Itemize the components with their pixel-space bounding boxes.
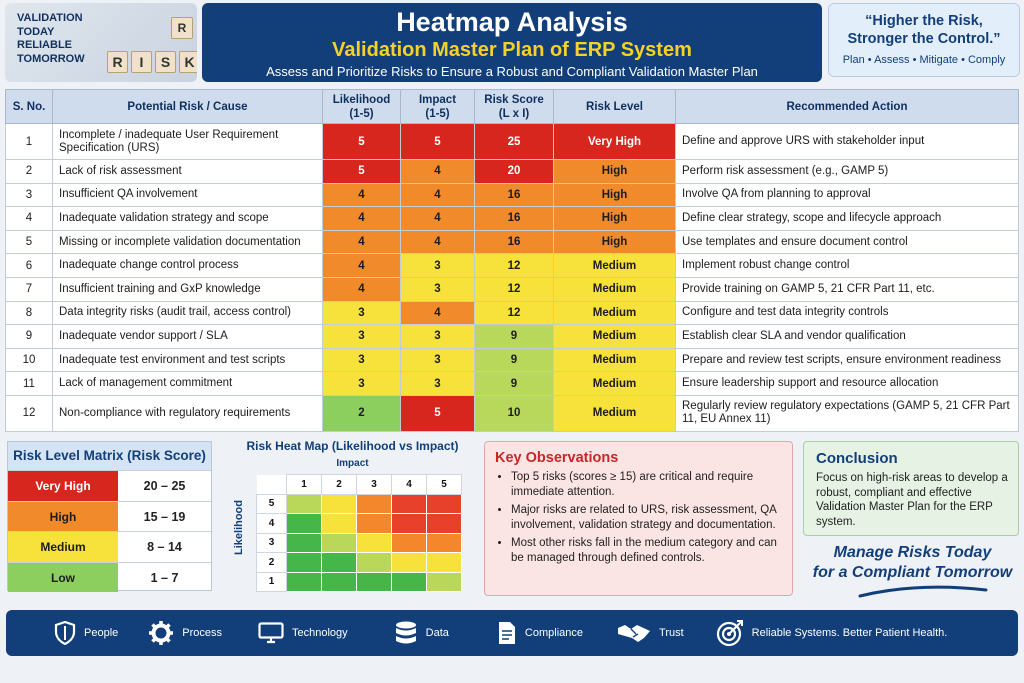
cell-score: 9 [475,372,554,396]
logo-panel [5,3,197,82]
gear-icon [148,620,174,646]
cell-action: Involve QA from planning to approval [676,183,1019,207]
footer-item-mission [716,619,948,647]
footer-label: Trust [659,627,684,639]
heat-map-row [257,514,462,534]
heat-map-header-row [257,475,462,495]
cell-action: Perform risk assessment (e.g., GAMP 5) [676,160,1019,184]
cell-sno: 4 [6,207,53,231]
likelihood-tick: 4 [257,514,287,534]
die: S [155,51,176,73]
table-row [6,277,1019,301]
header-sub: (1-5) [349,107,374,120]
quote-text [829,12,1019,48]
heat-cell [392,533,427,553]
cell-level: Medium [554,254,676,278]
matrix-row [8,470,211,501]
cell-likelihood: 3 [323,348,401,372]
observations-title: Key Observations [495,450,619,466]
cell-likelihood: 2 [323,395,401,431]
cell-level: Medium [554,277,676,301]
column-header-action: Recommended Action [676,90,1019,124]
cell-action: Ensure leadership support and resource allocation [676,372,1019,396]
observation-item: • Major risks are related to URS, risk assessment, QA involvement, validation strategy and documentation. [511,503,782,533]
heat-cell [287,533,322,553]
cell-impact: 4 [401,301,475,325]
cell-action: Configure and test data integrity controls [676,301,1019,325]
header-sub: (1-5) [425,107,450,120]
cell-action: Define and approve URS with stakeholder input [676,124,1019,160]
conclusion-panel [803,441,1019,536]
cell-impact: 3 [401,277,475,301]
cell-impact: 4 [401,230,475,254]
table-row [6,207,1019,231]
cell-action: Establish clear SLA and vendor qualification [676,325,1019,349]
table-row [6,348,1019,372]
cell-score: 16 [475,207,554,231]
cell-action: Define clear strategy, scope and lifecycle approach [676,207,1019,231]
header-banner [202,3,822,82]
cell-level: Medium [554,325,676,349]
cell-score: 16 [475,183,554,207]
key-observations-panel [484,441,793,596]
footer-item-compliance [497,621,583,645]
cell-cause: Inadequate test environment and test scripts [53,348,323,372]
risk-level-matrix [7,441,212,591]
cell-sno: 8 [6,301,53,325]
observation-item: • Most other risks fall in the medium category and can be managed through defined controls. [511,536,782,566]
heat-cell [392,514,427,534]
footer-label: Reliable Systems. Better Patient Health. [751,627,948,639]
heat-cell [357,572,392,592]
tagline-line: for a Compliant Tomorrow [812,564,1013,581]
table-header-row [6,90,1019,124]
heat-cell [357,553,392,573]
cell-level: Medium [554,348,676,372]
cell-sno: 12 [6,395,53,431]
cell-action: Regularly review regulatory expectations (GAMP 5, 21 CFR Part 11, EU Annex 11) [676,395,1019,431]
column-header-cause: Potential Risk / Cause [53,90,323,124]
cell-level: High [554,207,676,231]
database-icon [394,620,418,646]
logo-line: TOMORROW [17,52,85,65]
footer-item-data [394,620,449,646]
risk-table-body [6,124,1019,432]
page-subtitle: Validation Master Plan of ERP System [332,39,692,61]
heat-cell [427,553,462,573]
quote-line: Stronger the Control.” [847,31,1001,47]
header-sub: (L x I) [498,107,530,120]
logo-line: TODAY [17,25,55,38]
heat-map-row [257,533,462,553]
heat-cell [322,494,357,514]
heat-cell [322,553,357,573]
cell-score: 9 [475,325,554,349]
matrix-row [8,531,211,562]
impact-tick: 3 [357,475,392,495]
cell-score: 16 [475,230,554,254]
cell-cause: Inadequate vendor support / SLA [53,325,323,349]
cell-sno: 9 [6,325,53,349]
table-row [6,372,1019,396]
cell-impact: 3 [401,372,475,396]
logo-text [17,12,85,66]
heat-cell [322,533,357,553]
heat-map-row [257,572,462,592]
quote-panel [828,3,1020,77]
heat-cell [427,533,462,553]
die: K [179,51,197,73]
heat-map-corner [257,475,287,495]
table-row [6,183,1019,207]
table-row [6,230,1019,254]
conclusion-tagline [810,543,1015,583]
column-header-impact [401,90,475,124]
impact-tick: 1 [287,475,322,495]
cell-sno: 10 [6,348,53,372]
cell-action: Use templates and ensure document control [676,230,1019,254]
matrix-level: Very High [8,471,118,501]
heat-cell [392,553,427,573]
footer-label: Technology [292,627,348,639]
cell-likelihood: 5 [323,160,401,184]
cell-likelihood: 4 [323,277,401,301]
cell-sno: 5 [6,230,53,254]
cell-sno: 11 [6,372,53,396]
heat-cell [427,494,462,514]
logo-line: VALIDATION [17,12,83,24]
cell-cause: Incomplete / inadequate User Requirement Specification (URS) [53,124,323,160]
cell-action: Prepare and review test scripts, ensure environment readiness [676,348,1019,372]
cell-level: High [554,230,676,254]
cell-cause: Insufficient QA involvement [53,183,323,207]
cell-score: 10 [475,395,554,431]
cell-cause: Missing or incomplete validation documentation [53,230,323,254]
matrix-range: 20 – 25 [143,479,186,493]
risk-table [5,89,1019,432]
cell-impact: 5 [401,124,475,160]
observations-list [511,470,782,566]
cell-impact: 4 [401,183,475,207]
footer-bar [6,610,1018,656]
cell-action: Provide training on GAMP 5, 21 CFR Part 11, etc. [676,277,1019,301]
heat-cell [392,494,427,514]
heat-cell [287,572,322,592]
footer-label: People [84,627,119,639]
matrix-row [8,501,211,532]
matrix-range: 8 – 14 [147,540,182,554]
document-icon [497,621,517,645]
footer-label: Compliance [524,627,584,639]
heat-map-y-label: Likelihood [233,500,245,555]
heat-map-row [257,494,462,514]
cell-action: Implement robust change control [676,254,1019,278]
cell-cause: Data integrity risks (audit trail, access control) [53,301,323,325]
cell-cause: Inadequate change control process [53,254,323,278]
cell-score: 12 [475,301,554,325]
cell-sno: 1 [6,124,53,160]
matrix-range: 15 – 19 [143,509,186,524]
cell-score: 20 [475,160,554,184]
heat-cell [322,572,357,592]
heat-cell [287,514,322,534]
cell-likelihood: 3 [323,325,401,349]
swoosh-decoration [858,584,988,598]
header-label: Likelihood [332,93,391,106]
heat-map-row [257,553,462,573]
cell-likelihood: 4 [323,254,401,278]
page-tagline: Assess and Prioritize Risks to Ensure a Robust and Compliant Validation Master Plan [266,64,758,79]
likelihood-tick: 3 [257,533,287,553]
cell-level: High [554,183,676,207]
conclusion-body: Focus on high-risk areas to develop a robust, compliant and effective Validation Master Plan for the ERP system. [816,472,1008,528]
header-label: Risk Score [484,93,544,106]
likelihood-tick: 1 [257,572,287,592]
cell-impact: 3 [401,254,475,278]
heat-cell [427,514,462,534]
monitor-icon [258,622,284,644]
cell-cause: Lack of management commitment [53,372,323,396]
likelihood-tick: 5 [257,494,287,514]
matrix-level: High [8,502,118,532]
matrix-row [8,562,211,593]
column-header-likelihood [323,90,401,124]
cell-level: Medium [554,372,676,396]
cell-impact: 3 [401,348,475,372]
cell-likelihood: 4 [323,230,401,254]
cell-cause: Lack of risk assessment [53,160,323,184]
die: R [107,51,128,73]
heat-map-grid [256,474,462,592]
heat-cell [357,533,392,553]
impact-tick: 5 [427,475,462,495]
cell-score: 12 [475,254,554,278]
logo-line: RELIABLE [17,39,72,51]
heat-cell [392,572,427,592]
footer-label: Process [182,627,223,639]
cell-score: 12 [475,277,554,301]
matrix-rows [8,470,211,592]
shield-icon [54,621,76,645]
column-header-sno: S. No. [6,90,53,124]
footer-item-trust [617,622,684,644]
table-row [6,254,1019,278]
quote-steps: Plan • Assess • Mitigate • Comply [842,54,1006,66]
heat-cell [357,514,392,534]
heat-map-y-axis [228,501,248,561]
heat-cell [322,514,357,534]
table-row [6,160,1019,184]
risk-heat-map [230,439,475,594]
cell-level: Medium [554,301,676,325]
footer-item-people [54,621,118,645]
handshake-icon [617,622,651,644]
cell-sno: 3 [6,183,53,207]
impact-tick: 4 [392,475,427,495]
matrix-title: Risk Level Matrix (Risk Score) [8,442,211,470]
page-title: Heatmap Analysis [396,7,628,37]
heat-cell [287,553,322,573]
cell-sno: 2 [6,160,53,184]
cell-level: High [554,160,676,184]
cell-impact: 5 [401,395,475,431]
likelihood-tick: 2 [257,553,287,573]
table-row [6,395,1019,431]
impact-tick: 2 [322,475,357,495]
observation-item: • Top 5 risks (scores ≥ 15) are critical and require immediate attention. [511,470,782,500]
cell-sno: 7 [6,277,53,301]
cell-impact: 4 [401,160,475,184]
cell-likelihood: 4 [323,183,401,207]
cell-cause: Non-compliance with regulatory requirements [53,395,323,431]
footer-label: Data [425,627,449,639]
cell-sno: 6 [6,254,53,278]
footer-item-technology [258,622,348,644]
matrix-level: Low [8,563,118,593]
risk-dice [107,51,197,73]
heat-map-title: Risk Heat Map (Likelihood vs Impact) [246,439,459,453]
heat-cell [287,494,322,514]
target-icon [716,619,744,647]
matrix-range: 1 – 7 [150,570,179,585]
tagline-line: Manage Risks Today [833,544,992,561]
cell-impact: 4 [401,207,475,231]
cell-likelihood: 4 [323,207,401,231]
conclusion-title: Conclusion [816,450,898,467]
column-header-level: Risk Level [554,90,676,124]
quote-line: “Higher the Risk, [865,13,983,29]
cell-cause: Insufficient training and GxP knowledge [53,277,323,301]
cell-level: Very High [554,124,676,160]
die-top: R [171,17,193,39]
cell-likelihood: 5 [323,124,401,160]
header-label: Impact [418,93,457,106]
heat-cell [427,572,462,592]
cell-likelihood: 3 [323,372,401,396]
cell-level: Medium [554,395,676,431]
cell-score: 9 [475,348,554,372]
footer-item-process [148,620,222,646]
die: I [131,51,152,73]
cell-cause: Inadequate validation strategy and scope [53,207,323,231]
table-row [6,124,1019,160]
column-header-score [475,90,554,124]
heat-map-x-label: Impact [336,458,369,469]
table-row [6,301,1019,325]
heat-cell [357,494,392,514]
matrix-level: Medium [8,532,118,562]
cell-impact: 3 [401,325,475,349]
cell-score: 25 [475,124,554,160]
cell-likelihood: 3 [323,301,401,325]
table-row [6,325,1019,349]
